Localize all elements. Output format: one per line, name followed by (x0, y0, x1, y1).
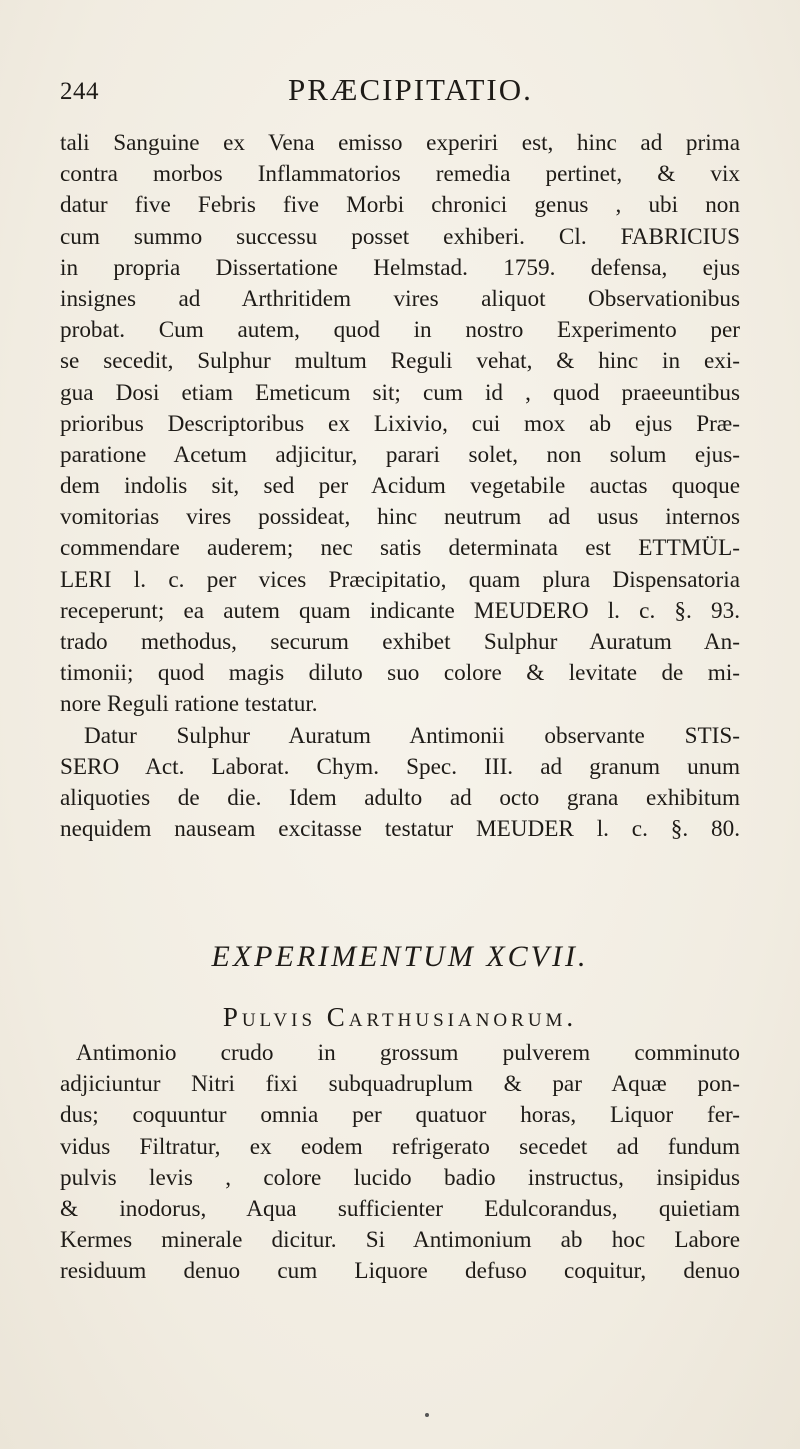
text-line: dus; coquuntur omnia per quatuor horas, Liquor fer- (60, 1102, 740, 1129)
body-text-upper (60, 128, 740, 845)
text-line: aliquoties de die. Idem adulto ad octo grana exhibitum (60, 784, 740, 811)
section-title: Pulvis Carthusianorum. (222, 1002, 578, 1032)
text-line: contra morbos Inflammatorios remedia pertinet, & vix (60, 161, 740, 188)
text-line: nore Reguli ratione testatur. (60, 691, 318, 718)
text-line: in propria Dissertatione Helmstad. 1759. defensa, ejus (60, 254, 740, 281)
body-text-lower (60, 1038, 740, 1288)
text-line: vomitorias vires possideat, hinc neutrum ad usus internos (60, 504, 740, 531)
text-line: gua Dosi etiam Emeticum sit; cum id , quod praeeuntibus (60, 379, 740, 406)
text-line: LERI l. c. per vices Præcipitatio, quam plura Dispensatoria (60, 566, 740, 593)
text-line: Kermes minerale dicitur. Si Antimonium ab hoc Labore (60, 1227, 740, 1254)
ink-speck (425, 1413, 429, 1417)
running-head: PRÆCIPITATIO. (288, 72, 533, 107)
text-line: vidus Filtratur, ex eodem refrigerato secedet ad fundum (60, 1133, 740, 1160)
text-line: SERO Act. Laborat. Chym. Spec. III. ad granum unum (60, 753, 740, 780)
text-line: Antimonio crudo in grossum pulverem comminuto (76, 1040, 740, 1066)
text-line: receperunt; ea autem quam indicante MEUDERO l. c. §. 93. (60, 597, 740, 624)
text-line: paratione Acetum adjicitur, parari solet, non solum ejus- (60, 441, 740, 468)
text-line: insignes ad Arthritidem vires aliquot Observationibus (60, 285, 740, 312)
text-line: trado methodus, securum exhibet Sulphur Auratum An- (60, 629, 740, 655)
text-line: cum summo successu posset exhiberi. Cl. FABRICIUS (60, 223, 740, 250)
text-line: prioribus Descriptoribus ex Lixivio, cui mox ab ejus Præ- (60, 410, 740, 437)
text-line: adjiciuntur Nitri fixi subquadruplum & par Aquæ pon- (60, 1071, 740, 1098)
text-line: timonii; quod magis diluto suo colore & levitate de mi- (60, 660, 740, 687)
text-line: dem indolis sit, sed per Acidum vegetabile auctas quoque (60, 473, 740, 500)
text-line: commendare auderem; nec satis determinata est ETTMÜL- (60, 535, 740, 562)
text-line: & inodorus, Aqua sufficienter Edulcorandus, quietiam (60, 1195, 740, 1222)
page-number: 244 (60, 78, 99, 105)
text-line: Datur Sulphur Auratum Antimonii observante STIS- (84, 722, 740, 749)
text-line: se secedit, Sulphur multum Reguli vehat, & hinc in exi- (60, 348, 740, 375)
text-line: pulvis levis , colore lucido badio instructus, insipidus (60, 1164, 740, 1191)
text-line: nequidem nauseam excitasse testatur MEUDER l. c. §. 80. (60, 816, 740, 843)
text-line: probat. Cum autem, quod in nostro Experimento per (60, 317, 740, 344)
page-header (60, 72, 760, 112)
text-line: residuum denuo cum Liquore defuso coquitur, denuo (60, 1258, 740, 1285)
text-line: tali Sanguine ex Vena emisso experiri est, hinc ad prima (60, 130, 740, 156)
text-line: datur five Febris five Morbi chronici genus , ubi non (60, 192, 740, 219)
experiment-title: EXPERIMENTUM XCVII. (211, 940, 589, 973)
